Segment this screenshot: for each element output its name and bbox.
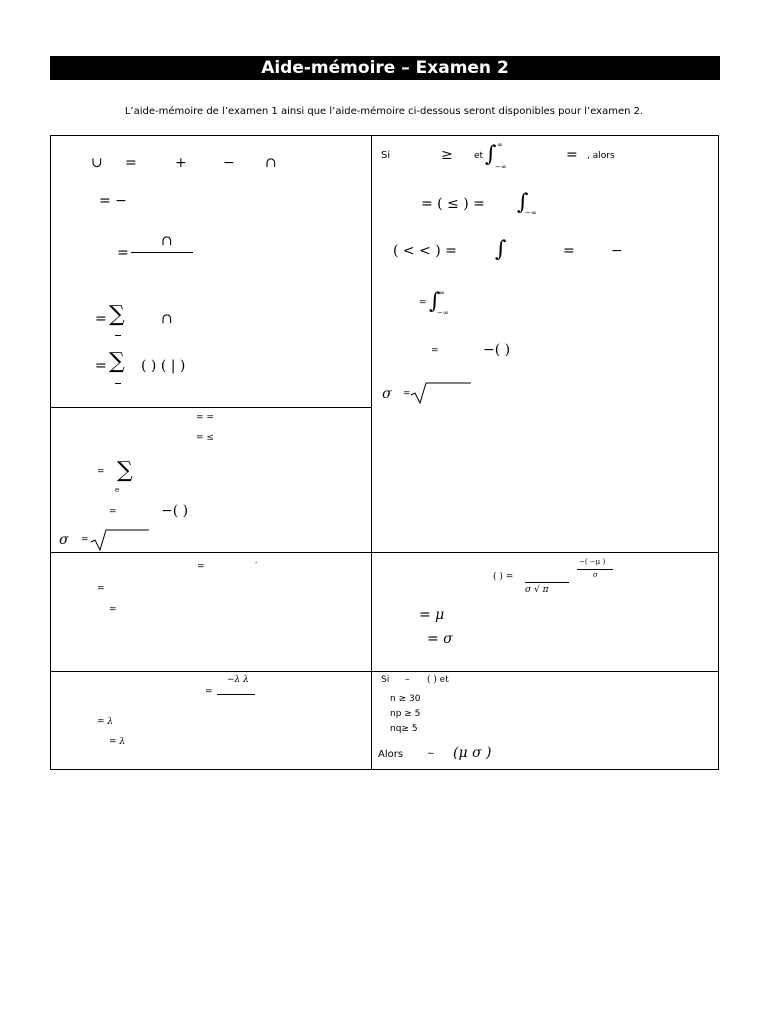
- complement-formula: = −: [99, 193, 127, 209]
- page-title: Aide-mémoire – Examen 2: [50, 56, 720, 80]
- intro-text: L’aide-mémoire de l’examen 1 ainsi que l’aide-mémoire ci-dessous seront disponibles pour l’examen 2.: [124, 106, 644, 117]
- minus-symbol: −: [611, 243, 623, 259]
- alors-label: Alors: [378, 749, 404, 760]
- lower-bound: −∞: [437, 309, 449, 317]
- upper-bound: ∞: [497, 141, 503, 149]
- sigma-equals: =: [81, 535, 89, 545]
- poisson-equals: =: [205, 687, 213, 697]
- variance-terms: −( ): [483, 342, 511, 358]
- equals-symbol: =: [563, 243, 575, 259]
- formula-table: [50, 135, 719, 770]
- sigma-symbol: σ: [59, 532, 69, 548]
- binomial-mean-equals: =: [97, 584, 105, 594]
- approx-params: ( ) et: [427, 675, 449, 685]
- tilde-symbol: ~: [427, 749, 435, 759]
- sum-index-mark: [115, 383, 121, 384]
- expectation-equals: =: [97, 467, 105, 477]
- plus-symbol: +: [175, 155, 187, 171]
- normal-sd: = σ: [427, 631, 453, 647]
- poisson-numerator: −λ λ: [227, 675, 249, 685]
- normal-params: (μ σ ): [453, 745, 492, 761]
- equals-symbol: =: [566, 147, 578, 163]
- bayes-equals: =: [95, 358, 107, 374]
- total-prob-equals: =: [95, 311, 107, 327]
- integral-symbol: ∫: [429, 289, 441, 314]
- poisson-var: = λ: [109, 737, 126, 747]
- row-divider-left-1: [51, 407, 371, 408]
- binomial-var-equals: =: [109, 605, 117, 615]
- condition-n: n ≥ 30: [390, 694, 421, 704]
- variance-terms: −( ): [161, 503, 189, 519]
- integral-symbol: ∫: [517, 190, 529, 215]
- normal-density-lhs: ( ) =: [493, 572, 514, 582]
- union-symbol: ∪: [91, 155, 103, 171]
- exponent-denominator: σ: [593, 571, 598, 579]
- row-divider-2: [51, 552, 719, 553]
- si-label: Si: [381, 150, 391, 161]
- conditional-equals: =: [117, 245, 129, 261]
- et-label: et: [474, 151, 484, 161]
- lower-bound: −∞: [525, 209, 537, 217]
- sum-symbol: ∑: [117, 458, 133, 483]
- condition-np: np ≥ 5: [390, 709, 421, 719]
- interval-prob: ( < < ) =: [393, 243, 457, 259]
- bayes-terms: ( ) ( | ): [141, 358, 186, 374]
- fraction-bar: [525, 582, 569, 583]
- si-label: Si: [381, 675, 390, 685]
- geq-symbol: ≥: [441, 147, 453, 163]
- integral-symbol: ∫: [495, 237, 507, 262]
- sum-subscript: e: [115, 486, 120, 494]
- equals-symbol: =: [125, 155, 137, 171]
- fraction-bar: [217, 694, 255, 695]
- lower-bound: −∞: [495, 163, 507, 171]
- sum-symbol: ∑: [109, 302, 125, 327]
- upper-bound: ∞: [439, 289, 445, 297]
- conditional-numerator: ∩: [161, 233, 173, 249]
- binomial-pmf-equals: =: [197, 562, 205, 572]
- exponent-dash: -: [255, 559, 258, 567]
- poisson-mean: = λ: [97, 717, 114, 727]
- variance-equals: =: [109, 507, 117, 517]
- pmf-line-1: = =: [196, 413, 214, 423]
- exponent-numerator: −( −μ ): [579, 558, 606, 566]
- normal-mean: = μ: [419, 607, 445, 623]
- sum-symbol: ∑: [109, 349, 125, 374]
- condition-nq: nq≥ 5: [390, 724, 418, 734]
- column-divider: [371, 136, 372, 770]
- fraction-bar: [131, 252, 193, 253]
- expectation-equals: =: [419, 298, 427, 308]
- pmf-line-2: = ≤: [196, 433, 214, 443]
- sigma-symbol: σ: [382, 386, 392, 402]
- sqrt-icon: [89, 528, 151, 552]
- cdf-formula: = ( ≤ ) =: [421, 196, 485, 212]
- sqrt-icon: [409, 381, 473, 405]
- exponent-bar: [577, 569, 613, 570]
- sigma-equals: =: [403, 389, 411, 399]
- sum-index-mark: [115, 335, 121, 336]
- alors-label: , alors: [587, 151, 615, 161]
- variance-equals: =: [431, 346, 439, 356]
- normal-denominator: σ √ π: [525, 585, 549, 595]
- intersection-symbol: ∩: [161, 311, 173, 327]
- integral-symbol: ∫: [485, 142, 497, 167]
- dash-symbol: –: [405, 675, 410, 685]
- minus-symbol: −: [223, 155, 235, 171]
- intersection-symbol: ∩: [265, 155, 277, 171]
- row-divider-3: [51, 671, 719, 672]
